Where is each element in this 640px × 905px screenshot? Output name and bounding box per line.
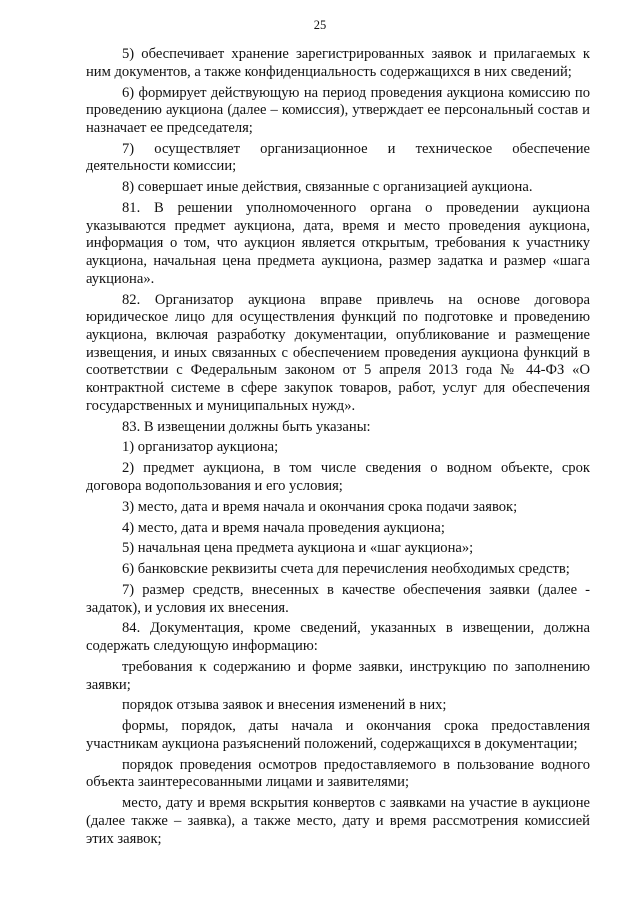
- paragraph-81: 81. В решении уполномоченного органа о проведении аукциона указываются предмет аукциона, дата, время и место проведения аукциона, информация о том, что аукцион является открытым, требования к участнику аукциона, начальная цена предмета аукциона, размер задатка и размер «шага аукциона».: [86, 200, 590, 287]
- paragraph-82: 82. Организатор аукциона вправе привлечь на основе договора юридическое лицо для осуществления функций по подготовке и проведению аукциона, включая разработку документации, опубликование и размещение извещения, и иных связанных с обеспечением проведения аукциона функций в соответствии с Федеральным законом от 5 апреля 2013 года № 44-ФЗ «О контрактной системе в сфере закупок товаров, работ, услуг для обеспечения государственных и муниципальных нужд».: [86, 291, 590, 414]
- paragraph-item-5-storage: 5) обеспечивает хранение зарегистрированных заявок и прилагаемых к ним документов, а также конфиденциальность содержащихся в них сведений;: [86, 46, 590, 80]
- requirement-item: порядок проведения осмотров предоставляемого в пользование водного объекта заинтересованными лицами и заявителями;: [86, 756, 590, 791]
- paragraph-item-8-other-actions: 8) совершает иные действия, связанные с организацией аукциона.: [122, 179, 533, 196]
- requirement-item: требования к содержанию и форме заявки, инструкцию по заполнению заявки;: [86, 658, 590, 693]
- paragraph-item-7-support: 7) осуществляет организационное и техническое обеспечение деятельности комиссии;: [86, 140, 590, 175]
- paragraph-item-6-commission: 6) формирует действующую на период проведения аукциона комиссию по проведению аукциона (далее – комиссия), утверждает ее персональный состав и назначает ее председателя;: [86, 84, 590, 136]
- requirement-item: порядок отзыва заявок и внесения изменений в них;: [122, 697, 447, 714]
- requirement-item: формы, порядок, даты начала и окончания срока предоставления участникам аукциона разъяснений положений, содержащихся в документации;: [86, 718, 590, 752]
- list-item-2: 2) предмет аукциона, в том числе сведения о водном объекте, срок договора водопользования и его условия;: [86, 460, 590, 494]
- paragraph-83: 83. В извещении должны быть указаны:: [122, 418, 371, 435]
- paragraph-84: 84. Документация, кроме сведений, указанных в извещении, должна содержать следующую информацию:: [86, 620, 590, 655]
- page-number: 25: [313, 18, 327, 32]
- requirement-item: место, дату и время вскрытия конвертов с заявками на участие в аукционе (далее также – заявка), а также место, дату и время рассмотрения комиссией этих заявок;: [86, 795, 590, 847]
- document-body: [86, 46, 590, 848]
- list-item-4: 4) место, дата и время начала проведения аукциона;: [122, 519, 445, 536]
- list-item-1: 1) организатор аукциона;: [122, 439, 279, 456]
- list-item-6: 6) банковские реквизиты счета для перечисления необходимых средств;: [122, 561, 570, 578]
- list-item-5: 5) начальная цена предмета аукциона и «шаг аукциона»;: [122, 540, 474, 557]
- list-item-7: 7) размер средств, внесенных в качестве обеспечения заявки (далее - задаток), и условия их внесения.: [86, 581, 590, 616]
- list-item-3: 3) место, дата и время начала и окончания срока подачи заявок;: [122, 498, 518, 515]
